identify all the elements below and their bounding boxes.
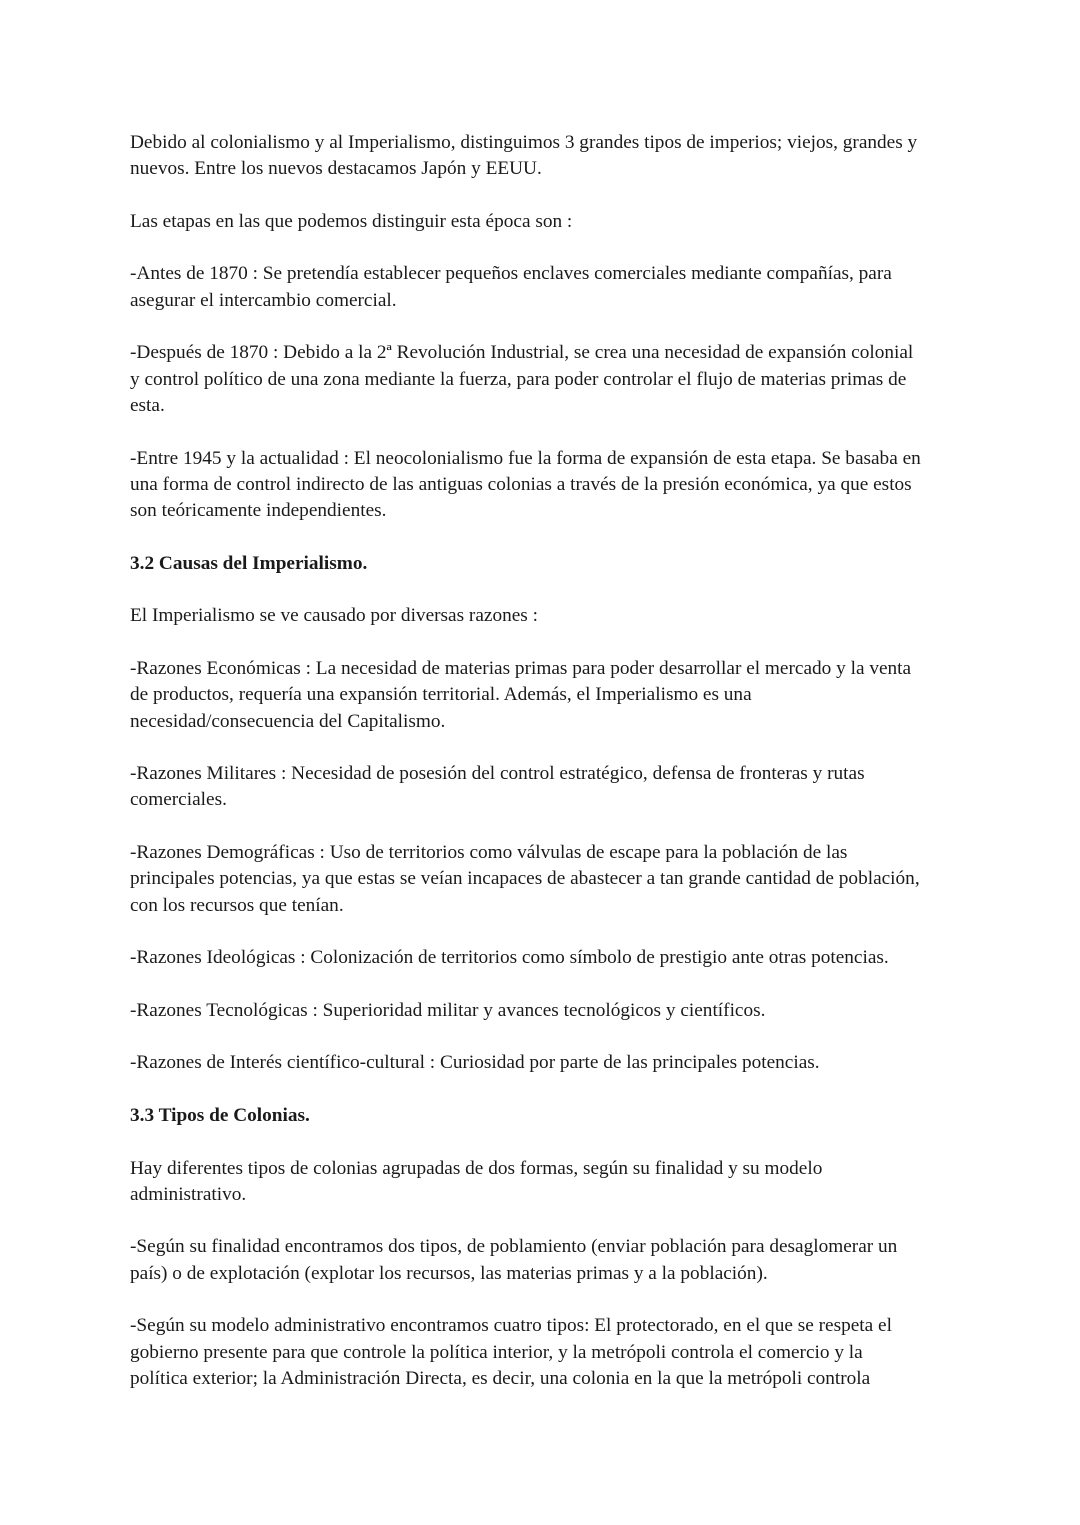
text-line: comerciales. [130,789,227,811]
text-line: Hay diferentes tipos de colonias agrupadas de dos formas, según su finalidad y su modelo [130,1157,823,1179]
text-line: -Antes de 1870 : Se pretendía establecer pequeños enclaves comerciales mediante compañías, para [130,263,892,285]
paragraph [130,446,970,525]
text-line: esta. [130,394,165,416]
text-line: 3.2 Causas del Imperialismo. [130,552,368,574]
text-line: El Imperialismo se ve causado por diversas razones : [130,605,538,627]
text-line: -Según su finalidad encontramos dos tipos, de poblamiento (enviar población para desaglomerar un [130,1236,898,1258]
section-heading [130,1103,970,1129]
text-line: -Razones Económicas : La necesidad de materias primas para poder desarrollar el mercado y la venta [130,657,912,679]
text-line: -Razones Ideológicas : Colonización de territorios como símbolo de prestigio ante otras potencias. [130,947,889,969]
document-page [130,130,970,1419]
text-line: -Según su modelo administrativo encontramos cuatro tipos: El protectorado, en el que se respeta el [130,1315,892,1337]
text-line: nuevos. Entre los nuevos destacamos Japón y EEUU. [130,158,542,180]
text-line: 3.3 Tipos de Colonias. [130,1104,310,1126]
paragraph [130,1156,970,1209]
paragraph [130,603,970,629]
paragraph [130,1234,970,1287]
paragraph [130,761,970,814]
text-line: asegurar el intercambio comercial. [130,289,397,311]
text-line: Debido al colonialismo y al Imperialismo, distinguimos 3 grandes tipos de imperios; viejos, grandes y [130,132,918,153]
text-line: país) o de explotación (explotar los recursos, las materias primas y a la población). [130,1262,768,1284]
section-heading [130,551,970,577]
text-line: son teóricamente independientes. [130,500,387,522]
paragraph [130,945,970,971]
paragraph [130,998,970,1024]
text-line: -Entre 1945 y la actualidad : El neocolonialismo fue la forma de expansión de esta etapa. Se basaba en [130,447,921,469]
text-line: administrativo. [130,1183,247,1205]
text-line: necesidad/consecuencia del Capitalismo. [130,710,446,732]
paragraph [130,1050,970,1076]
text-line: Las etapas en las que podemos distinguir esta época son : [130,210,573,232]
paragraph [130,840,970,919]
text-line: y control político de una zona mediante la fuerza, para poder controlar el flujo de materias primas de [130,368,907,390]
paragraph [130,340,970,419]
paragraph [130,656,970,735]
text-line: -Razones Militares : Necesidad de posesión del control estratégico, defensa de fronteras y rutas [130,763,865,785]
text-line: de productos, requería una expansión territorial. Además, el Imperialismo es una [130,684,752,706]
text-line: una forma de control indirecto de las antiguas colonias a través de la presión económica, ya que estos [130,473,912,495]
text-line: -Después de 1870 : Debido a la 2ª Revolución Industrial, se crea una necesidad de expansión colonial [130,342,914,364]
text-line: principales potencias, ya que estas se veían incapaces de abastecer a tan grande cantidad de población, [130,868,920,890]
paragraph [130,1313,970,1392]
text-line: -Razones Demográficas : Uso de territorios como válvulas de escape para la población de las [130,842,848,864]
text-line: con los recursos que tenían. [130,894,344,916]
text-line: gobierno presente para que controle la política interior, y la metrópoli controla el comercio y la [130,1341,863,1363]
paragraph [130,261,970,314]
paragraph [130,209,970,235]
text-line: -Razones Tecnológicas : Superioridad militar y avances tecnológicos y científicos. [130,999,766,1021]
text-line: política exterior; la Administración Directa, es decir, una colonia en la que la metrópoli controla [130,1367,871,1389]
paragraph [130,130,970,183]
text-line: -Razones de Interés científico-cultural : Curiosidad por parte de las principales potencias. [130,1052,820,1074]
